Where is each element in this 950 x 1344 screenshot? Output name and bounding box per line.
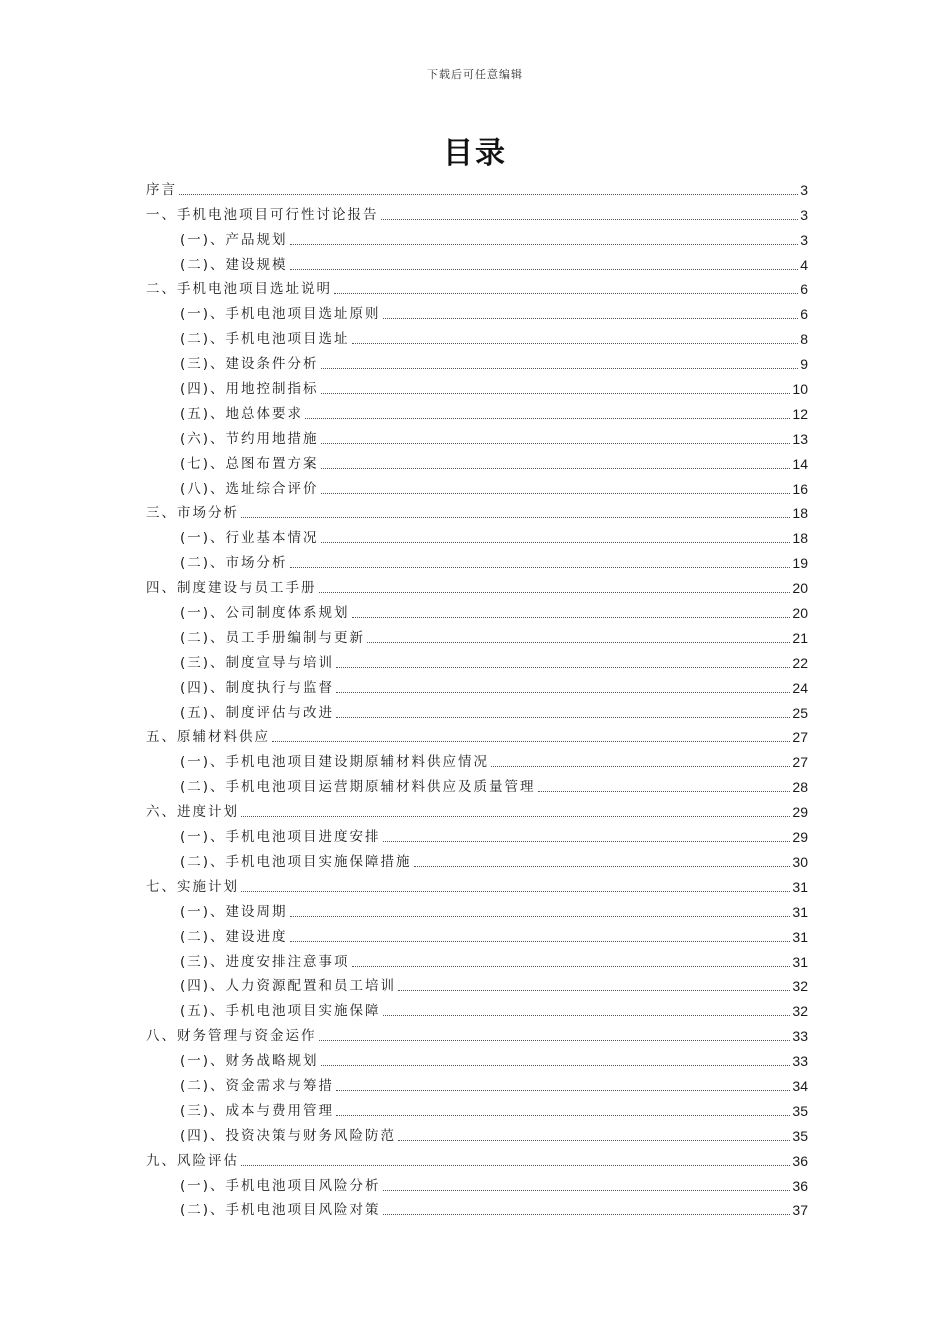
toc-entry[interactable] [146, 746, 808, 771]
toc-entry-page: 4 [800, 256, 808, 273]
toc-entry-label: (一)、产品规划 [180, 231, 288, 248]
toc-entry-page: 33 [792, 1053, 808, 1070]
toc-entry[interactable] [146, 597, 808, 622]
toc-entry-page: 28 [792, 779, 808, 796]
toc-entry-page: 3 [800, 181, 808, 198]
toc-entry-label: 三、市场分析 [146, 505, 239, 522]
dot-leader [319, 591, 791, 593]
dot-leader [319, 1039, 791, 1041]
toc-entry-page: 19 [792, 555, 808, 572]
toc-entry-label: (一)、财务战略规划 [180, 1053, 319, 1070]
toc-entry-page: 14 [792, 455, 808, 472]
toc-entry-page: 8 [800, 331, 808, 348]
dot-leader [241, 890, 790, 892]
toc-entry-page: 36 [792, 1152, 808, 1169]
dot-leader [336, 666, 790, 668]
toc-entry-label: (二)、员工手册编制与更新 [180, 629, 366, 646]
toc-entry[interactable] [146, 174, 808, 199]
toc-entry-page: 31 [792, 928, 808, 945]
dot-leader [290, 268, 799, 270]
toc-entry-label: (四)、人力资源配置和员工培训 [180, 978, 397, 995]
toc-entry[interactable] [146, 971, 808, 996]
dot-leader [321, 392, 791, 394]
toc-entry[interactable] [146, 224, 808, 249]
toc-entry[interactable] [146, 448, 808, 473]
toc-entry[interactable] [146, 199, 808, 224]
dot-leader [241, 516, 790, 518]
toc-entry[interactable] [146, 921, 808, 946]
toc-entry-page: 6 [800, 281, 808, 298]
dot-leader [321, 367, 799, 369]
toc-entry-label: (一)、手机电池项目建设期原辅材料供应情况 [180, 754, 490, 771]
toc-entry-page: 9 [800, 356, 808, 373]
dot-leader [383, 1014, 791, 1016]
toc-entry[interactable] [146, 249, 808, 274]
toc-entry[interactable] [146, 298, 808, 323]
toc-entry-label: (四)、制度执行与监督 [180, 679, 335, 696]
toc-entry[interactable] [146, 796, 808, 821]
toc-entry-label: (一)、手机电池项目进度安排 [180, 829, 381, 846]
toc-entry[interactable] [146, 697, 808, 722]
toc-entry[interactable] [146, 771, 808, 796]
toc-entry-label: (一)、手机电池项目风险分析 [180, 1177, 381, 1194]
toc-entry-page: 31 [792, 953, 808, 970]
toc-entry-page: 18 [792, 505, 808, 522]
toc-entry[interactable] [146, 846, 808, 871]
toc-entry-page: 31 [792, 903, 808, 920]
toc-entry-page: 35 [792, 1102, 808, 1119]
dot-leader [398, 1139, 790, 1141]
toc-entry[interactable] [146, 1170, 808, 1195]
dot-leader [321, 442, 791, 444]
toc-entry-page: 34 [792, 1077, 808, 1094]
dot-leader [352, 965, 791, 967]
dot-leader [381, 218, 799, 220]
toc-entry-page: 6 [800, 306, 808, 323]
toc-entry-label: 一、手机电池项目可行性讨论报告 [146, 206, 379, 223]
toc-entry-label: 二、手机电池项目选址说明 [146, 281, 332, 298]
toc-entry[interactable] [146, 722, 808, 747]
toc-entry-label: (二)、手机电池项目运营期原辅材料供应及质量管理 [180, 779, 536, 796]
toc-entry[interactable] [146, 398, 808, 423]
toc-entry[interactable] [146, 373, 808, 398]
toc-entry-page: 33 [792, 1028, 808, 1045]
dot-leader [305, 417, 790, 419]
dot-leader [352, 616, 791, 618]
dot-leader [336, 716, 790, 718]
toc-entry-label: (二)、手机电池项目实施保障措施 [180, 853, 412, 870]
dot-leader [179, 193, 798, 195]
toc-entry-page: 29 [792, 804, 808, 821]
toc-entry[interactable] [146, 1095, 808, 1120]
toc-entry-page: 22 [792, 654, 808, 671]
toc-entry-label: 八、财务管理与资金运作 [146, 1028, 317, 1045]
toc-entry-label: (八)、选址综合评价 [180, 480, 319, 497]
dot-leader [336, 1114, 790, 1116]
toc-entry-label: (三)、建设条件分析 [180, 356, 319, 373]
toc-entry-label: 四、制度建设与员工手册 [146, 580, 317, 597]
dot-leader [383, 317, 799, 319]
toc-entry-label: (四)、用地控制指标 [180, 381, 319, 398]
toc-entry[interactable] [146, 1045, 808, 1070]
toc-entry[interactable] [146, 871, 808, 896]
toc-entry-page: 30 [792, 853, 808, 870]
dot-leader [352, 342, 799, 344]
toc-entry[interactable] [146, 1145, 808, 1170]
header-note: 下载后可任意编辑 [427, 68, 523, 81]
dot-leader [491, 765, 790, 767]
dot-leader [321, 541, 791, 543]
toc-entry-label: 五、原辅材料供应 [146, 729, 270, 746]
dot-leader [290, 243, 799, 245]
toc-entry-label: (一)、行业基本情况 [180, 530, 319, 547]
dot-leader [290, 566, 791, 568]
toc-entry-page: 29 [792, 829, 808, 846]
toc-entry-page: 18 [792, 530, 808, 547]
dot-leader [414, 865, 791, 867]
toc-entry-label: (四)、投资决策与财务风险防范 [180, 1127, 397, 1144]
toc-entry-page: 36 [792, 1177, 808, 1194]
dot-leader [336, 1089, 790, 1091]
toc-entry-page: 31 [792, 878, 808, 895]
toc-entry[interactable] [146, 348, 808, 373]
dot-leader [367, 641, 790, 643]
toc-entry[interactable] [146, 473, 808, 498]
toc-entry-page: 20 [792, 580, 808, 597]
toc-title: 目录 [443, 136, 507, 171]
toc-entry[interactable] [146, 896, 808, 921]
toc-entry-page: 24 [792, 679, 808, 696]
toc-entry-label: (七)、总图布置方案 [180, 455, 319, 472]
toc-entry[interactable] [146, 672, 808, 697]
toc-entry-page: 10 [792, 381, 808, 398]
toc-entry-label: (一)、公司制度体系规划 [180, 605, 350, 622]
toc-entry-page: 35 [792, 1127, 808, 1144]
toc-entry-label: (三)、进度安排注意事项 [180, 953, 350, 970]
toc-entry-page: 20 [792, 605, 808, 622]
toc-entry-label: (三)、制度宣导与培训 [180, 654, 335, 671]
toc-entry[interactable] [146, 547, 808, 572]
toc-entry-label: (一)、建设周期 [180, 903, 288, 920]
table-of-contents [146, 174, 808, 1219]
dot-leader [538, 790, 791, 792]
toc-entry-page: 13 [792, 430, 808, 447]
toc-entry[interactable] [146, 622, 808, 647]
toc-entry-label: (三)、成本与费用管理 [180, 1102, 335, 1119]
dot-leader [383, 1189, 791, 1191]
toc-entry-page: 16 [792, 480, 808, 497]
toc-entry[interactable] [146, 423, 808, 448]
toc-entry-page: 27 [792, 729, 808, 746]
dot-leader [241, 1164, 790, 1166]
toc-entry-label: (二)、建设进度 [180, 928, 288, 945]
toc-entry-label: 序言 [146, 181, 177, 198]
toc-entry-label: (五)、手机电池项目实施保障 [180, 1003, 381, 1020]
toc-entry[interactable] [146, 1070, 808, 1095]
toc-entry-page: 3 [800, 231, 808, 248]
toc-entry-page: 32 [792, 1003, 808, 1020]
toc-entry-label: (六)、节约用地措施 [180, 430, 319, 447]
dot-leader [290, 940, 791, 942]
toc-entry-page: 3 [800, 206, 808, 223]
toc-entry[interactable] [146, 1120, 808, 1145]
toc-entry[interactable] [146, 274, 808, 299]
toc-entry-page: 37 [792, 1202, 808, 1219]
toc-entry-page: 27 [792, 754, 808, 771]
dot-leader [398, 989, 790, 991]
dot-leader [290, 915, 791, 917]
toc-entry[interactable] [146, 572, 808, 597]
toc-entry-page: 25 [792, 704, 808, 721]
dot-leader [321, 492, 791, 494]
dot-leader [383, 1213, 791, 1215]
toc-entry[interactable] [146, 498, 808, 523]
toc-entry[interactable] [146, 995, 808, 1020]
toc-entry[interactable] [146, 323, 808, 348]
dot-leader [272, 740, 790, 742]
toc-entry-page: 32 [792, 978, 808, 995]
toc-entry-label: 六、进度计划 [146, 804, 239, 821]
dot-leader [241, 815, 790, 817]
toc-entry[interactable] [146, 821, 808, 846]
toc-entry[interactable] [146, 1020, 808, 1045]
toc-entry-label: (一)、手机电池项目选址原则 [180, 306, 381, 323]
dot-leader [321, 1064, 791, 1066]
toc-entry-label: (二)、市场分析 [180, 555, 288, 572]
toc-entry[interactable] [146, 946, 808, 971]
toc-entry[interactable] [146, 1195, 808, 1220]
toc-entry-label: 九、风险评估 [146, 1152, 239, 1169]
toc-entry-label: (二)、手机电池项目选址 [180, 331, 350, 348]
toc-entry-label: (五)、制度评估与改进 [180, 704, 335, 721]
dot-leader [336, 691, 790, 693]
toc-entry-label: (二)、资金需求与筹措 [180, 1077, 335, 1094]
dot-leader [383, 840, 791, 842]
toc-entry[interactable] [146, 647, 808, 672]
toc-entry-page: 12 [792, 405, 808, 422]
toc-entry-label: (二)、手机电池项目风险对策 [180, 1202, 381, 1219]
toc-entry-label: (五)、地总体要求 [180, 405, 304, 422]
toc-entry-label: (二)、建设规模 [180, 256, 288, 273]
dot-leader [334, 292, 798, 294]
toc-entry-label: 七、实施计划 [146, 878, 239, 895]
toc-entry[interactable] [146, 522, 808, 547]
toc-entry-page: 21 [792, 629, 808, 646]
dot-leader [321, 467, 791, 469]
